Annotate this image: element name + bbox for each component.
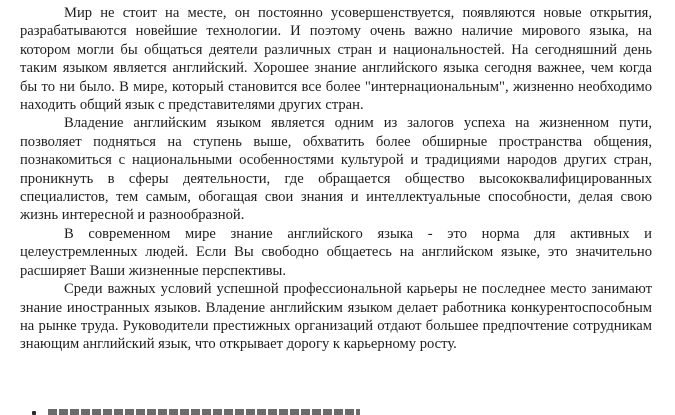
- cut-off-next-line: [20, 403, 360, 415]
- paragraph-2: Владение английским языком является одним из залогов успеха на жизненном пути, позволяет подняться на ступень выше, обхватить более обширные пространства общения, познакомиться с национальными особенностями культурой и традициями народов других стран, проникнуть в сферы деятельности, где обращается общество высококвалифицированных специалистов, тем самым, обогащая свои знания и интеллектуальные способности, делая свою жизнь интересной и разнообразной.: [20, 115, 652, 224]
- paragraph-4: Среди важных условий успешной профессиональной карьеры не последнее место занимают знание иностранных языков. Владение английским языком делает работника конкурентоспособным на рынке труда. Руководители престижных организаций отдают большее предпочтение сотрудникам знающим английский язык, что открывает дорогу к карьерному росту.: [20, 281, 652, 353]
- bullet-icon: [32, 411, 36, 415]
- paragraph-1: Мир не стоит на месте, он постоянно усовершенствуется, появляются новые открытия, разрабатываются новейшие технологии. И поэтому очень важно наличие мирового языка, на котором могли бы общаться деятели различных стран и национальностей. На сегодняшний день таким языком является английский. Хорошее знание английского языка сегодня важнее, чем когда бы то ни было. В мире, который становится все более "интернациональным", жизненно необходимо находить общий язык с представителями других стран.: [20, 5, 652, 114]
- cut-off-text-fragment: [48, 409, 360, 415]
- document-body: [20, 4, 652, 354]
- paragraph-3: В современном мире знание английского языка - это норма для активных и целеустремленных людей. Если Вы свободно общаетесь на английском языке, это значительно расширяет Ваши жизненные перспективы.: [20, 225, 652, 279]
